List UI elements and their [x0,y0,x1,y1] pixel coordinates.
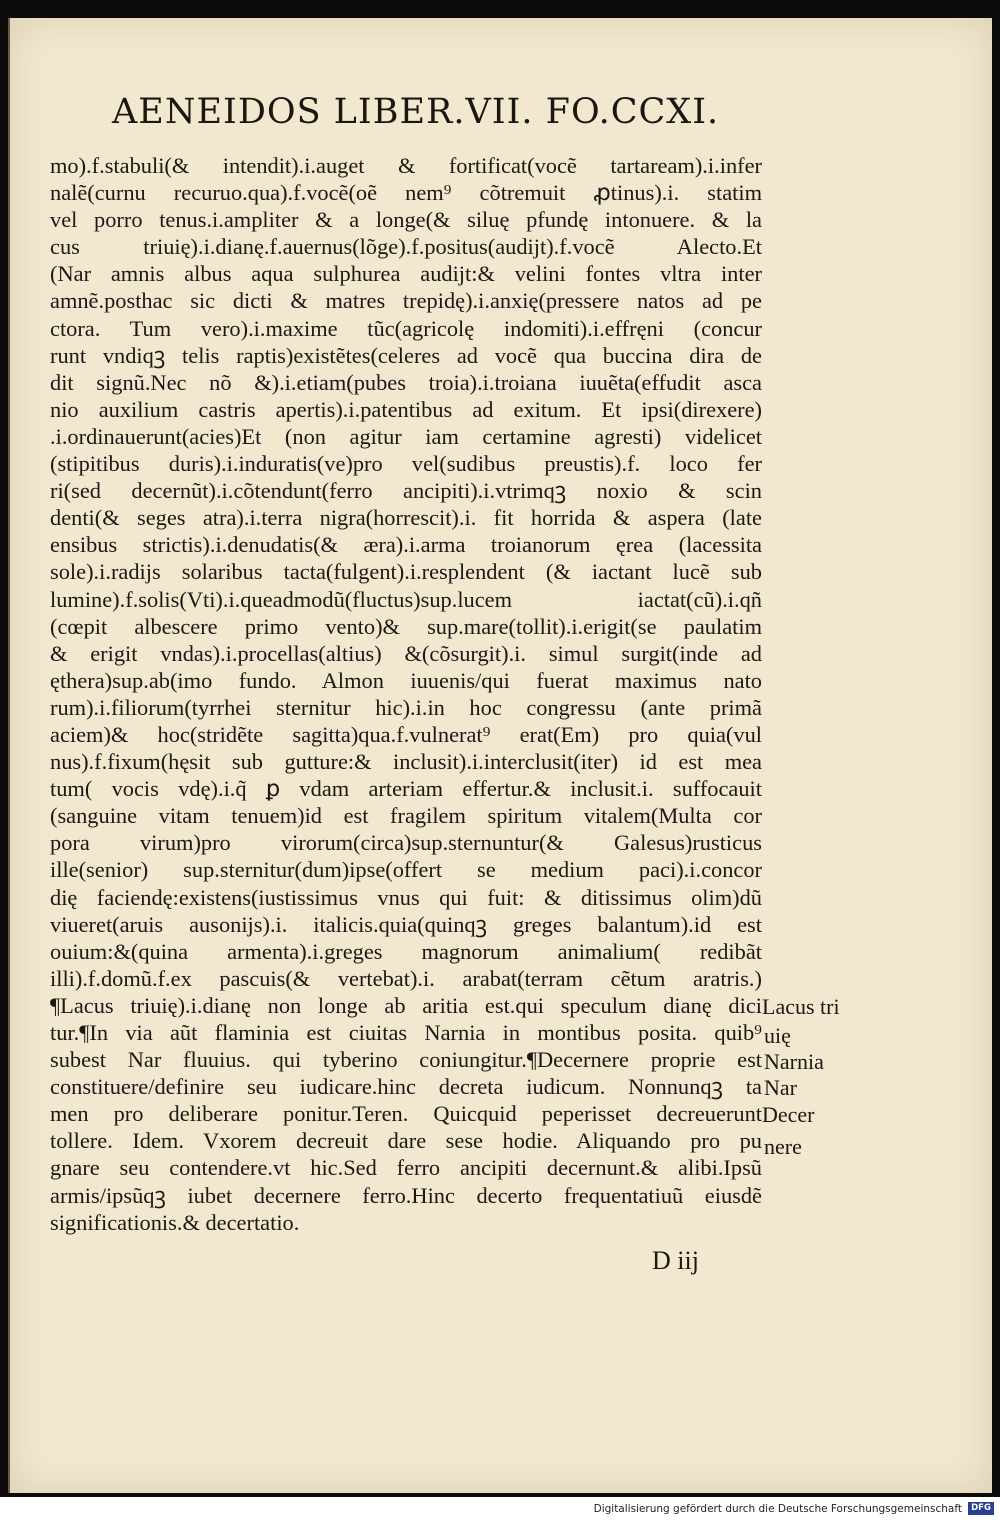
text-line: ri(sed decernũt).i.cõtendunt(ferro ancipiti).i.vtrimqꝫ noxio & scin [50,478,762,504]
text-line: & erigit vndas).i.procellas(altius) &(cõsurgit).i. simul surgit(inde ad [50,640,762,666]
text-line: lumine).f.solis(Vti).i.queadmodũ(fluctus)sup.lucem iactat(cũ).i.qñ [50,586,762,612]
margin-note: nere [764,1134,802,1159]
text-line: armis/ipsũqꝫ iubet decernere ferro.Hinc decerto frequentatiuũ eiusdẽ [50,1182,762,1208]
text-line: viueret(aruis ausonijs).i. italicis.quia(quinqꝫ greges balantum).id est [50,911,762,937]
text-line: pora virum)pro virorum(circa)sup.sternuntur(& Galesus)rusticus [50,830,762,856]
text-line: amnẽ.posthac sic dicti & matres trepidę).i.anxię(pressere natos ad pe [50,288,762,314]
text-line: men pro deliberare ponitur.Teren. Quicquid peperisset decreuerunt [50,1101,762,1127]
text-line: rum).i.filiorum(tyrrhei sternitur hic).i.in hoc congressu (ante primã [50,694,762,720]
text-line: dit signũ.Nec nõ &).i.etiam(pubes troia).i.troiana iuuẽta(effudit asca [50,369,762,395]
footer-bar [0,1497,1000,1524]
text-line: nalẽ(curnu recuruo.qua).f.vocẽ(oẽ nem⁹ cõtremuit ꝓtinus).i. statim [50,180,762,206]
text-line: (cœpit albescere primo vento)& sup.mare(tollit).i.erigit(se paulatim [50,613,762,639]
text-line: ctora. Tum vero).i.maxime tũc(agricolę indomiti).i.effręni (concur [50,315,762,341]
margin-note: uię [764,1023,791,1048]
text-line: runt vndiqꝫ telis raptis)existẽtes(celeres ad vocẽ qua buccina dira de [50,342,762,368]
digitization-note: Digitalisierung gefördert durch die Deutsche Forschungsgemeinschaft [593,1503,962,1515]
text-line: ¶Lacus triuię).i.dianę non longe ab aritia est.qui speculum dianę dici [50,992,762,1018]
text-line: illi).f.domũ.f.ex pascuis(& vertebat).i. arabat(terram cẽtum aratris.) [50,965,762,991]
text-line: tur.¶In via aũt flaminia est ciuitas Narnia in montibus posita. quib⁹ [50,1020,762,1045]
text-line: ensibus strictis).i.denudatis(& æra).i.arma troianorum ęrea (lacessita [50,532,762,558]
text-line: (sanguine vitam tenuem)id est fragilem spiritum vitalem(Multa cor [50,803,762,829]
text-line: ęthera)sup.ab(imo fundo. Almon iuuenis/qui fuerat maximus nato [50,667,762,693]
text-line: tollere. Idem. Vxorem decreuit dare sese hodie. Aliquando pro pu [50,1128,762,1154]
text-line: gnare seu contendere.vt hic.Sed ferro ancipiti decernunt.& alibi.Ipsũ [50,1155,762,1181]
margin-note: Decer [762,1102,815,1127]
margin-note: Narnia [764,1049,824,1074]
text-line: mo).f.stabuli(& intendit).i.auget & fortificat(vocẽ tartaream).i.infer [50,153,762,178]
signature-mark: D iij [652,1246,699,1275]
text-line: aciem)& hoc(stridẽte sagitta)qua.f.vulnerat⁹ erat(Em) pro quia(vul [50,721,762,747]
text-line: dię faciendę:existens(iustissimus vnus qui fuit: & ditissimus olim)dũ [50,884,762,910]
text-line: (Nar amnis albus aqua sulphurea audijt:& velini fontes vltra inter [50,261,762,287]
running-title: AENEIDOS LIBER.VII. FO.CCXI. [112,92,720,132]
text-line: cus triuię).i.dianę.f.auernus(lõge).f.positus(audijt).f.vocẽ Alecto.Et [50,234,762,260]
dfg-logo-icon: DFG [968,1502,994,1515]
margin-note: Lacus tri [762,994,840,1019]
text-line: nio auxilium castris apertis).i.patentibus ad exitum. Et ipsi(direxere) [50,396,762,422]
commentary-text-block [50,152,762,1236]
text-line: vel porro tenus.i.ampliter & a longe(& siluę pfundę intonuere. & la [50,207,762,233]
text-line: ouium:&(quina armenta).i.greges magnorum animalium( redibãt [50,938,762,964]
text-line: denti(& seges atra).i.terra nigra(horrescit).i. fit horrida & aspera (late [50,505,762,531]
text-line: constituere/definire seu iudicare.hinc decreta iudicum. Nonnunqꝫ ta [50,1074,762,1100]
text-line: .i.ordinauerunt(acies)Et (non agitur iam certamine agresti) videlicet [50,423,762,449]
text-line: tum( vocis vdę).i.q̃ ꝑ vdam arteriam effertur.& inclusit.i. suffocauit [50,776,762,802]
text-line: sole).i.radijs solaribus tacta(fulgent).i.resplendent (& iactant lucẽ sub [50,559,762,585]
text-line: subest Nar fluuius. qui tyberino coniungitur.¶Decernere proprie est [50,1047,762,1073]
margin-note: Nar [764,1075,797,1100]
text-line: significationis.& decertatio. [50,1209,300,1235]
text-line: nus).f.fixum(hęsit sub gutture:& inclusit).i.interclusit(iter) id est mea [50,749,762,775]
text-line: (stipitibus duris).i.induratis(ve)pro vel(sudibus preustis).f. loco fer [50,451,762,477]
text-line: ille(senior) sup.sternitur(dum)ipse(offert se medium paci).i.concor [50,857,762,883]
